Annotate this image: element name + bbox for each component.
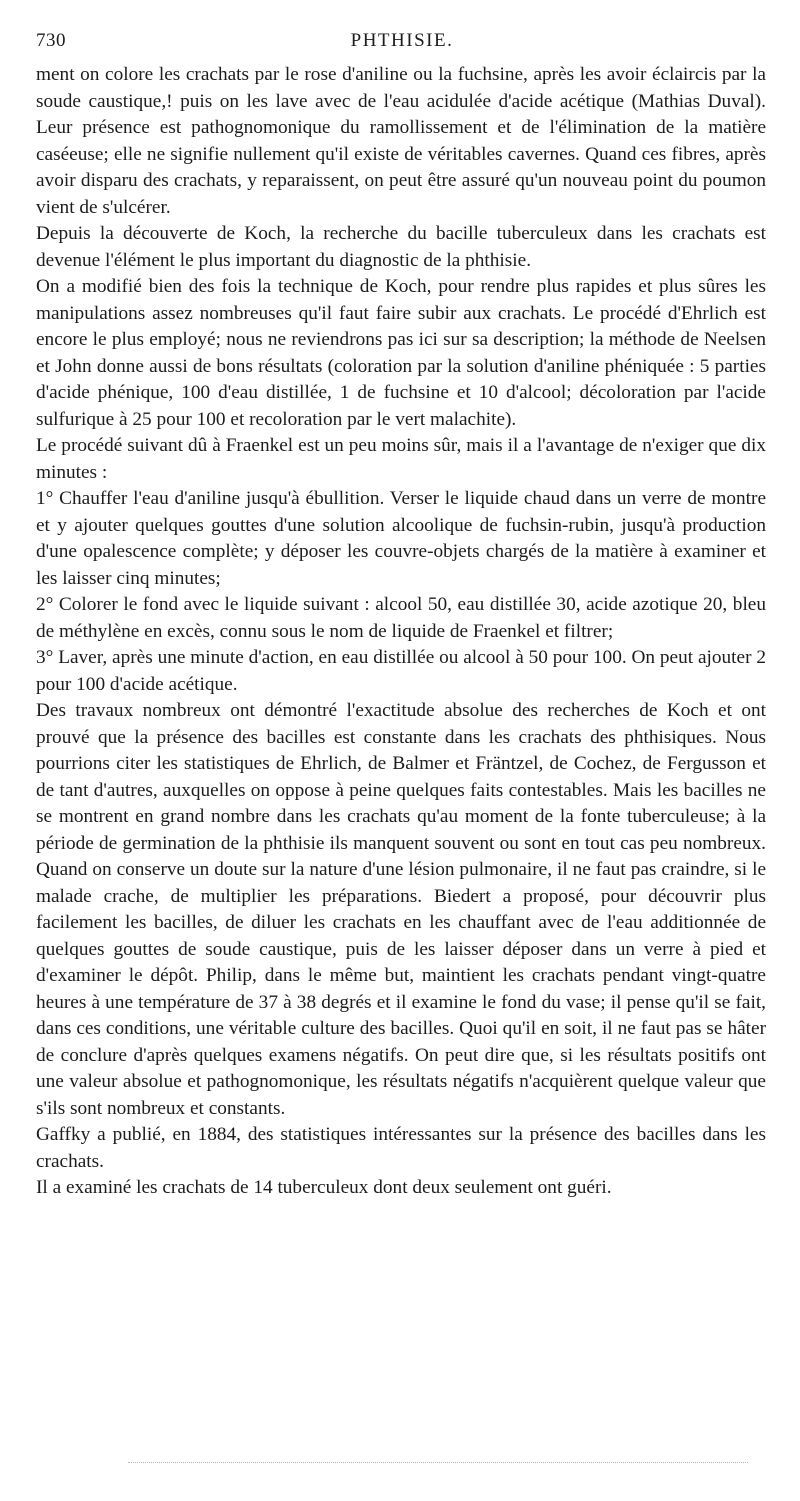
paragraph-step-3: 3° Laver, après une minute d'action, en eau distillée ou alcool à 50 pour 100. On peut ajouter 2 pour 100 d'acide acétique. [36,647,766,695]
paragraph-decouverte-koch: Depuis la découverte de Koch, la recherche du bacille tuberculeux dans les crachats est devenue l'élément le plus important du diagnostic de la phthisie. [36,223,766,271]
footer-print-marks [128,1462,748,1465]
page-number: 730 [36,30,66,51]
paragraph-technique-koch: On a modifié bien des fois la technique de Koch, pour rendre plus rapides et plus sûres les manipulations assez nombreuses qu'il faut faire subir aux crachats. Le procédé d'Ehrlich est encore le plus employé; nous ne reviendrons pas ici sur sa description; la méthode de Neelsen et John donne aussi de bons résultats (coloration par la solution d'aniline phéniquée : 5 parties d'acide phénique, 100 d'eau distillée, 1 de fuchsine et 10 d'alcool; décoloration par l'acide sulfurique à 25 pour 100 et recoloration par le vert malachite). [36,276,766,430]
paragraph-step-1: 1° Chauffer l'eau d'aniline jusqu'à ébullition. Verser le liquide chaud dans un verre de montre et y ajouter quelques gouttes d'une solution alcoolique de fuchsin-rubin, jusqu'à production d'une opalescence complète; y déposer les couvre-objets chargés de la matière à examiner et les laisser cinq minutes; [36,488,766,589]
running-head [36,30,768,58]
paragraph-gaffky: Gaffky a publié, en 1884, des statistiques intéressantes sur la présence des bacilles dans les crachats. [36,1124,766,1172]
paragraph-step-2: 2° Colorer le fond avec le liquide suivant : alcool 50, eau distillée 30, acide azotique 20, bleu de méthylène en excès, connu sous le nom de liquide de Fraenkel et filtrer; [36,594,766,642]
paragraph-travaux-nombreux: Des travaux nombreux ont démontré l'exactitude absolue des recherches de Koch et ont prouvé que la présence des bacilles est constante dans les crachats des phthisiques. Nous pourrions citer les statistiques de Ehrlich, de Balmer et Fräntzel, de Cochez, de Fergusson et de tant d'autres, auxquelles on oppose à peine quelques faits contestables. Mais les bacilles ne se montrent en grand nombre dans les crachats qu'au moment de la fonte tuberculeuse; à la période de germination de la phthisie ils manquent souvent ou sont en tout cas peu nombreux. Quand on conserve un doute sur la nature d'une lésion pulmonaire, il ne faut pas craindre, si le malade crache, de multiplier les préparations. Biedert a proposé, pour découvrir plus facilement les bacilles, de diluer les crachats en les chauffant avec de l'eau additionnée de quelques gouttes de soude caustique, puis de les laisser déposer dans un verre à pied et d'examiner le dépôt. Philip, dans le même but, maintient les crachats pendant vingt-quatre heures à une température de 37 à 38 degrés et il examine le fond du vase; il pense qu'il se fait, dans ces conditions, une véritable culture des bacilles. Quoi qu'il en soit, il ne faut pas se hâter de conclure d'après quelques examens négatifs. On peut dire que, si les résultats positifs ont une valeur absolue et pathognomonique, les résultats négatifs n'acquièrent quelque valeur que s'ils sont nombreux et constants. [36,700,766,1119]
paragraph-procede-fraenkel: Le procédé suivant dû à Fraenkel est un peu moins sûr, mais il a l'avantage de n'exiger que dix minutes : [36,435,766,483]
body-text [36,62,766,1202]
paragraph-fibres-elastiques: ment on colore les crachats par le rose d'aniline ou la fuchsine, après les avoir éclaircis par la soude caustique,! puis on les lave avec de l'eau acidulée d'acide acétique (Mathias Duval). Leur présence est pathognomonique du ramollissement et de l'élimination de la matière caséeuse; elle ne signifie nullement qu'il existe de véritables cavernes. Quand ces fibres, après avoir disparu des crachats, y reparaissent, on peut être assuré qu'un nouveau point du poumon vient de s'ulcérer. [36,64,766,218]
paragraph-quatorze-tuberculeux: Il a examiné les crachats de 14 tuberculeux dont deux seulement ont guéri. [36,1177,612,1198]
running-title: PHTHISIE. [350,30,454,51]
